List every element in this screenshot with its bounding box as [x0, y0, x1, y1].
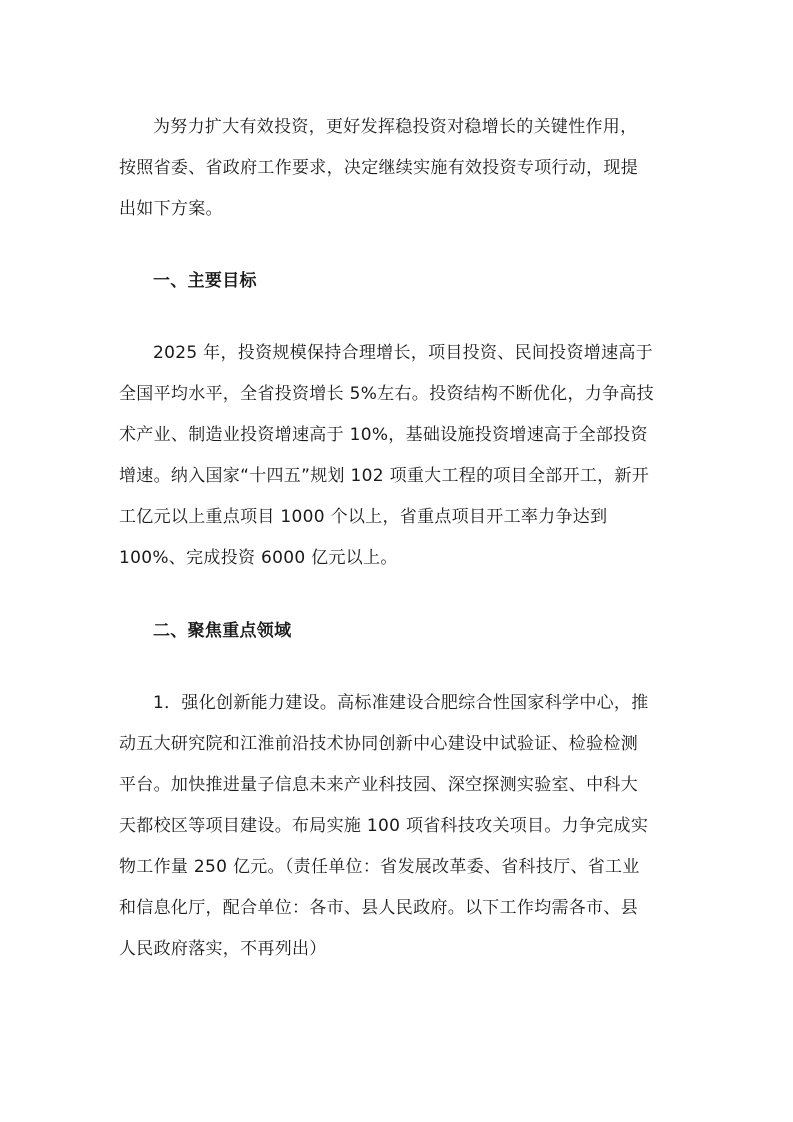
- key-areas-line: 人民政府落实，不再列出）: [119, 939, 327, 959]
- goals-line: 术产业、制造业投资增速高于 10%，基础设施投资增速高于全部投资: [119, 425, 648, 445]
- intro-line: 出如下方案。: [119, 199, 223, 219]
- intro-line: 为努力扩大有效投资，更好发挥稳投资对稳增长的关键性作用，: [153, 117, 638, 137]
- goals-line: 增速。纳入国家“十四五”规划 102 项重大工程的项目全部开工，新开: [119, 466, 650, 486]
- goals-line: 全国平均水平，全省投资增长 5%左右。投资结构不断优化，力争高技: [119, 384, 654, 404]
- key-areas-line: 1．强化创新能力建设。高标准建设合肥综合性国家科学中心，推: [153, 693, 649, 713]
- goals-line: 2025 年，投资规模保持合理增长，项目投资、民间投资增速高于: [153, 343, 653, 363]
- key-areas-line: 动五大研究院和江淮前沿技术协同创新中心建设中试验证、检验检测: [119, 734, 638, 754]
- key-areas-line: 天都校区等项目建设。布局实施 100 项省科技攻关项目。力争完成实: [119, 816, 649, 836]
- key-areas-line: 和信息化厅，配合单位：各市、县人民政府。以下工作均需各市、县: [119, 898, 638, 918]
- key-areas-line: 平台。加快推进量子信息未来产业科技园、深空探测实验室、中科大: [119, 775, 638, 795]
- goals-line: 100%、完成投资 6000 亿元以上。: [119, 548, 398, 568]
- key-areas-line: 物工作量 250 亿元。（责任单位：省发展改革委、省科技厅、省工业: [119, 857, 640, 877]
- section-heading-key-areas: 二、聚焦重点领域: [153, 621, 292, 641]
- goals-line: 工亿元以上重点项目 1000 个以上，省重点项目开工率力争达到: [119, 507, 608, 527]
- section-heading-goals: 一、主要目标: [153, 271, 257, 291]
- intro-line: 按照省委、省政府工作要求，决定继续实施有效投资专项行动，现提: [119, 158, 638, 178]
